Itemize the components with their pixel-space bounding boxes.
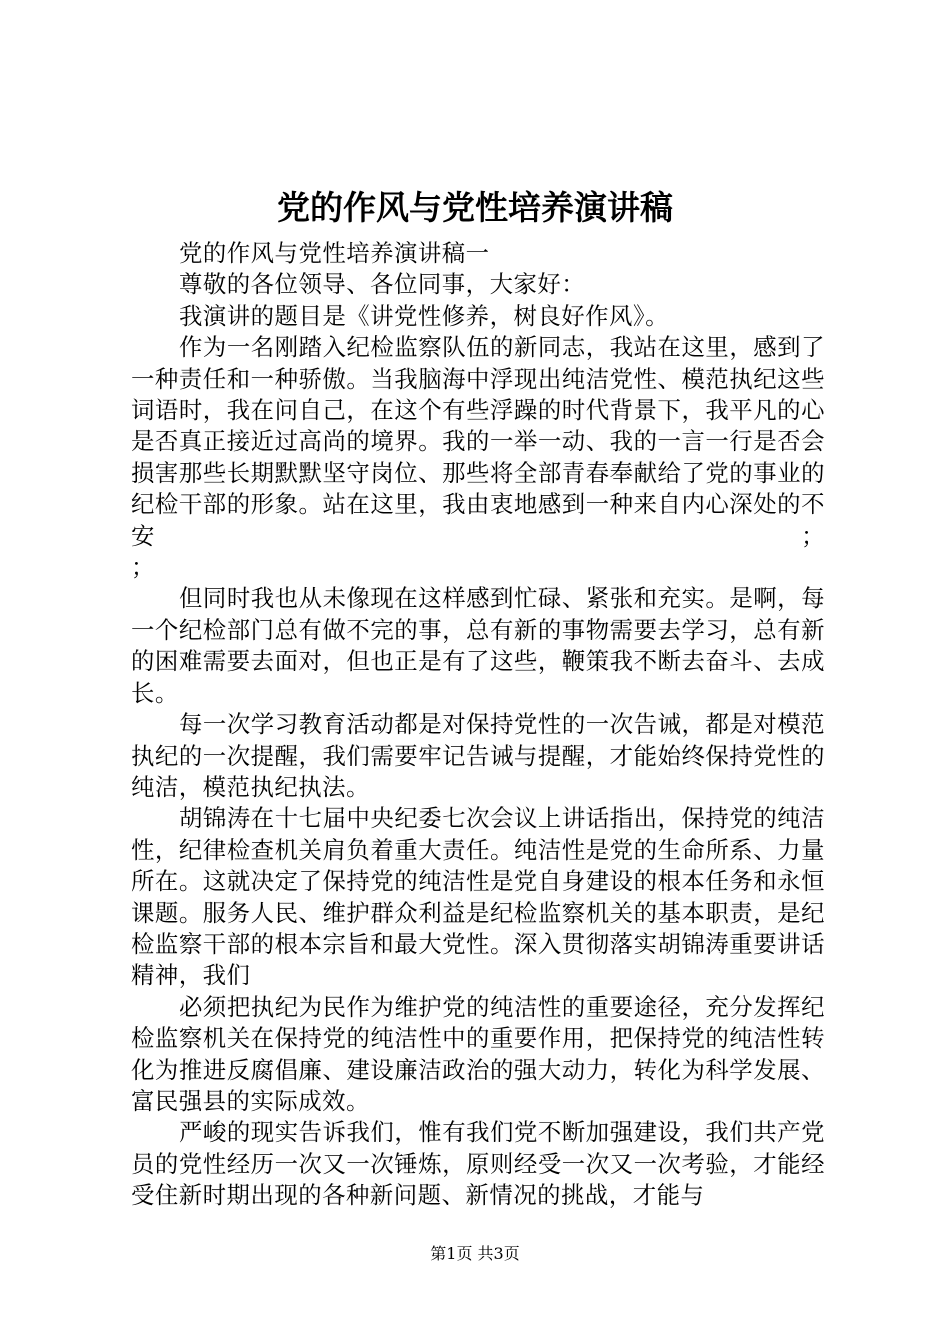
page-footer: 第1页 共3页 (430, 1244, 520, 1263)
paragraph-greeting: 尊敬的各位领导、各位同事，大家好： (179, 270, 586, 299)
paragraph-intro: 作为一名刚踏入纪检监察队伍的新同志，我站在这里，感到了一种责任和一种骄傲。当我脑海中浮现出纯洁党性、模范执纪这些词语时，我在问自己，在这个有些浮躁的时代背景下，我平凡的心是否真正接近过高尚的境界。我的一举一动、我的一言一行是否会损害那些长期默默坚守岗位、那些将全部青春奉献给了党的事业的纪检干部的形象。站在这里，我由衷地感到一种来自内心深处的不安 (131, 333, 825, 550)
paragraph-education: 每一次学习教育活动都是对保持党性的一次告诫，都是对模范执纪的一次提醒，我们需要牢记告诫与提醒，才能始终保持党性的纯洁，模范执纪执法。 (131, 710, 825, 801)
paragraph-speech: 胡锦涛在十七届中央纪委七次会议上讲话指出，保持党的纯洁性，纪律检查机关肩负着重大责任。纯洁性是党的生命所系、力量所在。这就决定了保持党的纯洁性是党自身建设的根本任务和永恒课题。服务人民、维护群众利益是纪检监察机关的基本职责，是纪检监察干部的根本宗旨和最大党性。深入贯彻落实胡锦涛重要讲话精神，我们 (131, 804, 825, 990)
paragraph-semicolon-2: ； (131, 553, 155, 582)
paragraph-duty: 必须把执纪为民作为维护党的纯洁性的重要途径，充分发挥纪检监察机关在保持党的纯洁性中的重要作用，把保持党的纯洁性转化为推进反腐倡廉、建设廉洁政治的强大动力，转化为科学发展、富民强县的实际成效。 (131, 992, 825, 1115)
paragraph-reality: 严峻的现实告诉我们，惟有我们党不断加强建设，我们共产党员的党性经历一次又一次锤炼，原则经受一次又一次考验，才能经受住新时期出现的各种新问题、新情况的挑战，才能与 (131, 1118, 825, 1210)
paragraph-busy: 但同时我也从未像现在这样感到忙碌、紧张和充实。是啊，每一个纪检部门总有做不完的事，总有新的事物需要去学习，总有新的困难需要去面对，但也正是有了这些，鞭策我不断去奋斗、去成长。 (131, 584, 825, 707)
document-body (131, 238, 825, 1212)
paragraph-semicolon: ； (801, 521, 825, 550)
paragraph-topic: 我演讲的题目是《讲党性修养，树良好作风》。 (179, 301, 670, 330)
paragraph-subtitle: 党的作风与党性培养演讲稿一 (179, 239, 490, 267)
document-title: 党的作风与党性培养演讲稿 (277, 188, 673, 227)
